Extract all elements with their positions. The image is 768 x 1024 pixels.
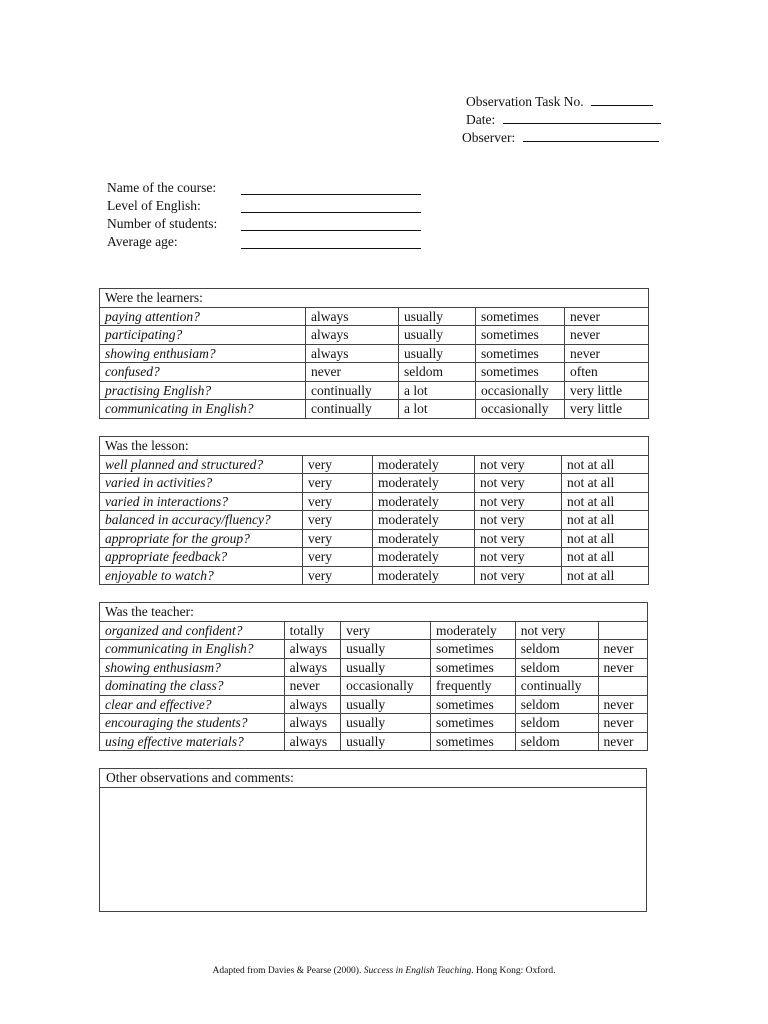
option-cell[interactable]: never xyxy=(598,732,648,751)
option-cell[interactable]: not at all xyxy=(562,548,649,567)
option-cell[interactable]: never xyxy=(284,677,341,696)
option-cell[interactable]: continually xyxy=(306,400,399,419)
question-cell: appropriate for the group? xyxy=(100,529,303,548)
table-row xyxy=(100,695,648,714)
option-cell[interactable]: moderately xyxy=(373,529,475,548)
option-cell[interactable]: seldom xyxy=(515,714,598,733)
option-cell[interactable]: moderately xyxy=(373,566,475,585)
age-label: Average age: xyxy=(107,234,178,249)
question-cell: paying attention? xyxy=(100,307,306,326)
question-cell: encouraging the students? xyxy=(100,714,285,733)
option-cell[interactable]: very xyxy=(303,492,373,511)
option-cell[interactable]: seldom xyxy=(515,695,598,714)
table-row xyxy=(100,455,649,474)
option-cell[interactable]: very little xyxy=(565,400,649,419)
task-number-field[interactable] xyxy=(591,92,653,106)
option-cell[interactable]: not at all xyxy=(562,474,649,493)
table-row xyxy=(100,363,649,382)
option-cell[interactable]: moderately xyxy=(373,474,475,493)
learners-table xyxy=(99,288,649,419)
option-cell xyxy=(598,677,648,696)
option-cell[interactable]: very xyxy=(303,455,373,474)
option-cell[interactable]: very xyxy=(303,548,373,567)
date-label: Date: xyxy=(466,112,496,127)
option-cell[interactable]: always xyxy=(284,658,341,677)
option-cell[interactable]: sometimes xyxy=(476,307,565,326)
option-cell[interactable]: not very xyxy=(515,621,598,640)
teacher-title: Was the teacher: xyxy=(100,603,648,622)
question-cell: showing enthusiam? xyxy=(100,344,306,363)
students-label: Number of students: xyxy=(107,216,218,231)
question-cell: showing enthusiasm? xyxy=(100,658,285,677)
option-cell[interactable]: very xyxy=(303,566,373,585)
option-cell[interactable]: always xyxy=(306,326,399,345)
option-cell[interactable]: always xyxy=(284,714,341,733)
question-cell: dominating the class? xyxy=(100,677,285,696)
option-cell[interactable]: very xyxy=(303,511,373,530)
option-cell[interactable]: a lot xyxy=(399,400,476,419)
question-cell: using effective materials? xyxy=(100,732,285,751)
option-cell[interactable]: very xyxy=(303,529,373,548)
option-cell[interactable]: always xyxy=(284,695,341,714)
table-row xyxy=(100,548,649,567)
option-cell[interactable]: sometimes xyxy=(430,714,515,733)
table-row xyxy=(100,511,649,530)
option-cell[interactable]: not very xyxy=(475,548,562,567)
option-cell[interactable]: moderately xyxy=(430,621,515,640)
option-cell[interactable]: moderately xyxy=(373,511,475,530)
option-cell[interactable]: not at all xyxy=(562,566,649,585)
comments-title: Other observations and comments: xyxy=(100,769,646,788)
table-row xyxy=(100,307,649,326)
citation-book: Success in English Teaching xyxy=(363,966,472,976)
option-cell[interactable]: continually xyxy=(306,381,399,400)
option-cell[interactable]: never xyxy=(598,640,648,659)
option-cell[interactable]: always xyxy=(306,307,399,326)
course-name-label: Name of the course: xyxy=(107,180,217,195)
task-number-row xyxy=(466,92,653,110)
option-cell[interactable]: totally xyxy=(284,621,341,640)
option-cell[interactable]: often xyxy=(565,363,649,382)
option-cell[interactable]: seldom xyxy=(515,732,598,751)
option-cell[interactable]: never xyxy=(598,695,648,714)
table-row xyxy=(100,714,648,733)
option-cell[interactable]: seldom xyxy=(515,658,598,677)
option-cell[interactable]: always xyxy=(284,732,341,751)
option-cell[interactable]: usually xyxy=(399,307,476,326)
option-cell[interactable]: not at all xyxy=(562,455,649,474)
option-cell[interactable]: never xyxy=(565,344,649,363)
learners-title: Were the learners: xyxy=(100,289,649,308)
option-cell[interactable]: frequently xyxy=(430,677,515,696)
option-cell[interactable]: very xyxy=(341,621,431,640)
option-cell[interactable]: not very xyxy=(475,529,562,548)
option-cell[interactable]: never xyxy=(598,714,648,733)
option-cell[interactable]: usually xyxy=(341,658,431,677)
option-cell[interactable]: usually xyxy=(341,714,431,733)
option-cell[interactable]: usually xyxy=(399,344,476,363)
option-cell[interactable]: sometimes xyxy=(430,695,515,714)
question-cell: practising English? xyxy=(100,381,306,400)
table-row xyxy=(100,400,649,419)
level-field[interactable] xyxy=(241,212,421,213)
option-cell[interactable]: sometimes xyxy=(476,363,565,382)
option-cell[interactable]: sometimes xyxy=(476,326,565,345)
table-title-row xyxy=(100,603,648,622)
option-cell[interactable]: sometimes xyxy=(430,658,515,677)
option-cell[interactable]: occasionally xyxy=(476,381,565,400)
option-cell[interactable]: usually xyxy=(341,695,431,714)
question-cell: well planned and structured? xyxy=(100,455,303,474)
option-cell[interactable]: always xyxy=(284,640,341,659)
task-number-label: Observation Task No. xyxy=(466,94,584,109)
question-cell: communicating in English? xyxy=(100,640,285,659)
question-cell: varied in interactions? xyxy=(100,492,303,511)
option-cell[interactable]: moderately xyxy=(373,455,475,474)
course-name-field[interactable] xyxy=(241,194,421,195)
table-row xyxy=(100,677,648,696)
table-title-row xyxy=(100,437,649,456)
question-cell: varied in activities? xyxy=(100,474,303,493)
comments-box xyxy=(99,768,647,912)
citation-suffix: . Hong Kong: Oxford. xyxy=(471,966,556,976)
question-cell: participating? xyxy=(100,326,306,345)
option-cell[interactable]: never xyxy=(306,363,399,382)
option-cell[interactable]: never xyxy=(565,326,649,345)
option-cell[interactable]: sometimes xyxy=(430,732,515,751)
option-cell[interactable]: sometimes xyxy=(476,344,565,363)
lesson-table xyxy=(99,436,649,585)
option-cell[interactable]: seldom xyxy=(399,363,476,382)
option-cell[interactable]: not at all xyxy=(562,529,649,548)
question-cell: enjoyable to watch? xyxy=(100,566,303,585)
lesson-title: Was the lesson: xyxy=(100,437,649,456)
option-cell[interactable]: moderately xyxy=(373,492,475,511)
question-cell: organized and confident? xyxy=(100,621,285,640)
table-row xyxy=(100,381,649,400)
option-cell[interactable]: usually xyxy=(341,640,431,659)
observer-field[interactable] xyxy=(523,128,659,142)
table-row xyxy=(100,529,649,548)
option-cell[interactable]: never xyxy=(598,658,648,677)
table-row xyxy=(100,621,648,640)
option-cell[interactable]: very little xyxy=(565,381,649,400)
level-label: Level of English: xyxy=(107,198,201,213)
table-row xyxy=(100,640,648,659)
option-cell[interactable]: occasionally xyxy=(476,400,565,419)
age-field[interactable] xyxy=(241,248,421,249)
option-cell[interactable]: not very xyxy=(475,455,562,474)
option-cell[interactable]: not very xyxy=(475,492,562,511)
table-title-row xyxy=(100,289,649,308)
table-row xyxy=(100,344,649,363)
observer-label: Observer: xyxy=(462,130,516,145)
option-cell[interactable]: continually xyxy=(515,677,598,696)
option-cell[interactable]: a lot xyxy=(399,381,476,400)
option-cell[interactable]: sometimes xyxy=(430,640,515,659)
option-cell[interactable]: usually xyxy=(341,732,431,751)
question-cell: appropriate feedback? xyxy=(100,548,303,567)
option-cell[interactable]: never xyxy=(565,307,649,326)
table-row xyxy=(100,658,648,677)
option-cell[interactable]: not at all xyxy=(562,511,649,530)
question-cell: balanced in accuracy/fluency? xyxy=(100,511,303,530)
question-cell: confused? xyxy=(100,363,306,382)
comments-area[interactable] xyxy=(100,788,646,912)
option-cell[interactable]: occasionally xyxy=(341,677,431,696)
option-cell[interactable]: not at all xyxy=(562,492,649,511)
question-cell: clear and effective? xyxy=(100,695,285,714)
table-row xyxy=(100,492,649,511)
observer-row xyxy=(462,128,659,146)
citation-prefix: Adapted from Davies & Pearse (2000). xyxy=(212,966,364,976)
option-cell[interactable]: very xyxy=(303,474,373,493)
table-row xyxy=(100,326,649,345)
citation-footer xyxy=(0,966,768,976)
question-cell: communicating in English? xyxy=(100,400,306,419)
date-field[interactable] xyxy=(503,110,661,124)
option-cell[interactable]: moderately xyxy=(373,548,475,567)
option-cell[interactable]: not very xyxy=(475,474,562,493)
option-cell[interactable]: not very xyxy=(475,511,562,530)
table-row xyxy=(100,474,649,493)
option-cell xyxy=(598,621,648,640)
option-cell[interactable]: not very xyxy=(475,566,562,585)
table-row xyxy=(100,566,649,585)
date-row xyxy=(466,110,661,128)
table-row xyxy=(100,732,648,751)
option-cell[interactable]: seldom xyxy=(515,640,598,659)
students-field[interactable] xyxy=(241,230,421,231)
teacher-table xyxy=(99,602,648,751)
option-cell[interactable]: always xyxy=(306,344,399,363)
option-cell[interactable]: usually xyxy=(399,326,476,345)
